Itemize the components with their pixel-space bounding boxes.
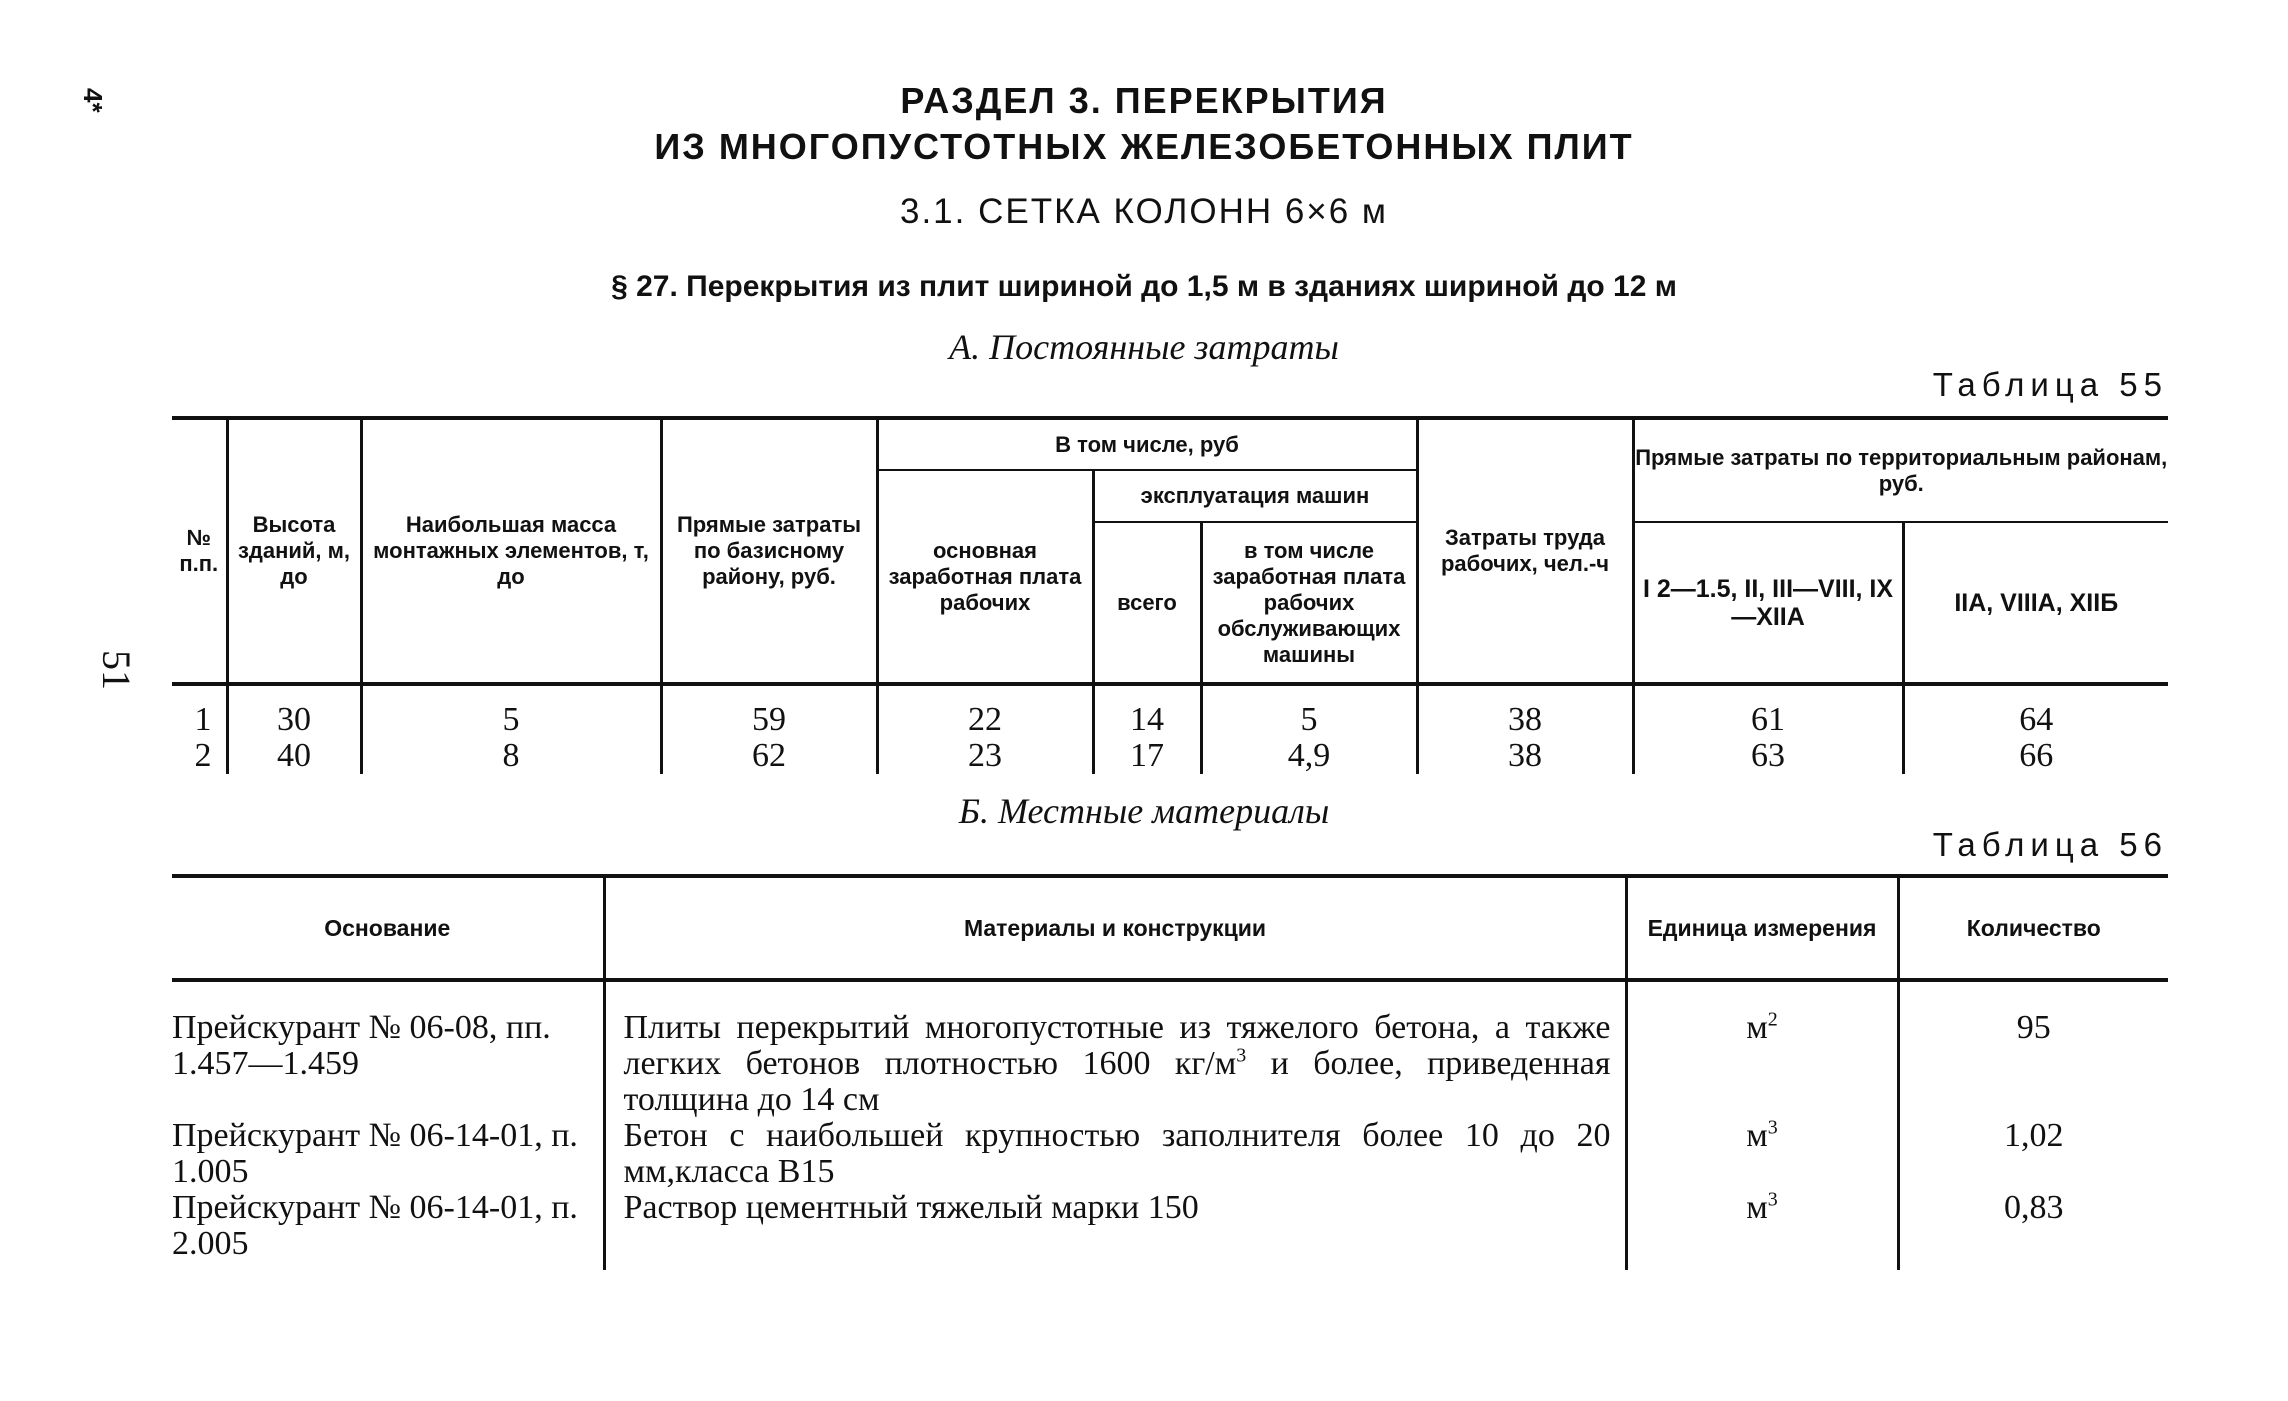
table-row	[172, 1190, 2168, 1270]
cell-material: Бетон с наибольшей крупностью заполнителя более 10 до 20 мм,класса В15	[604, 1118, 1626, 1190]
section-title-line1: РАЗДЕЛ 3. ПЕРЕКРЫТИЯ	[900, 80, 1388, 121]
cell-machine-salary: 4,9	[1201, 738, 1417, 774]
header-region1: I 2—1.5, II, III—VIII, IX—XIIA	[1633, 522, 1903, 684]
table56-label: Таблица 56	[1932, 826, 2168, 863]
header-machines: эксплуатация машин	[1093, 470, 1417, 522]
cell-salary: 23	[877, 738, 1093, 774]
cell-labor: 38	[1417, 684, 1633, 738]
header-machine-salary: в том числе заработная плата рабочих обслуживающих машины	[1201, 522, 1417, 684]
cell-basis: Прейскурант № 06-14-01, п. 1.005	[172, 1117, 578, 1190]
cell-basis: Прейскурант № 06-14-01, п. 2.005	[172, 1189, 578, 1262]
header-quantity: Количество	[1898, 876, 2168, 980]
header-region2: IIA, VIIIA, XIIБ	[1903, 522, 2168, 684]
header-total: всего	[1093, 522, 1201, 684]
cell-machine-salary: 5	[1201, 684, 1417, 738]
part-b-title: Б. Местные материалы	[958, 791, 1330, 831]
cell-region2: 66	[1903, 738, 2168, 774]
header-num: № п.п.	[172, 418, 227, 684]
section-title-line2: ИЗ МНОГОПУСТОТНЫХ ЖЕЛЕЗОБЕТОННЫХ ПЛИТ	[654, 126, 1634, 167]
cell-material: Плиты перекрытий многопустотные из тяжелого бетона, а также легких бетонов плотностью 1600 $кг/м^3$ и более, приведенная толщина до 14 см	[604, 980, 1626, 1118]
header-height: Высота зданий, м, до	[227, 418, 361, 684]
table-55	[172, 416, 2168, 774]
cell-unit: $м^2$	[1626, 980, 1898, 1118]
cell-height: 40	[227, 738, 361, 774]
header-including: В том числе, руб	[877, 418, 1417, 470]
table-row	[172, 980, 2168, 1118]
cell-mass: 8	[361, 738, 661, 774]
cell-direct: 62	[661, 738, 877, 774]
cell-quantity: 95	[1898, 980, 2168, 1118]
part-a-title: А. Постоянные затраты	[949, 327, 1339, 367]
table-row	[172, 684, 2168, 738]
cell-quantity: 1,02	[1898, 1118, 2168, 1190]
table-row	[172, 1118, 2168, 1190]
header-mass: Наибольшая масса монтажных элементов, т, до	[361, 418, 661, 684]
cell-region1: 63	[1633, 738, 1903, 774]
paragraph-title: § 27. Перекрытия из плит шириной до 1,5 м в зданиях шириной до 12 м	[611, 270, 1677, 303]
header-labor: Затраты труда рабочих, чел.-ч	[1417, 418, 1633, 684]
header-regional: Прямые затраты по территориальным районам, руб.	[1633, 418, 2168, 522]
table-56	[172, 874, 2168, 1270]
cell-region2: 64	[1903, 684, 2168, 738]
cell-material: Раствор цементный тяжелый марки 150	[604, 1190, 1626, 1270]
header-direct-costs: Прямые затраты по базисному району, руб.	[661, 418, 877, 684]
cell-salary: 22	[877, 684, 1093, 738]
header-basis: Основание	[172, 876, 604, 980]
header-unit: Единица измерения	[1626, 876, 1898, 980]
header-salary: основная заработная плата рабочих	[877, 470, 1093, 684]
table-row	[172, 738, 2168, 774]
table55-label: Таблица 55	[1932, 366, 2168, 403]
cell-mass: 5	[361, 684, 661, 738]
cell-region1: 61	[1633, 684, 1903, 738]
margin-mark: 4*	[78, 88, 108, 113]
cell-total: 14	[1093, 684, 1201, 738]
cell-total: 17	[1093, 738, 1201, 774]
subsection-title: 3.1. СЕТКА КОЛОНН 6×6 м	[899, 192, 1388, 231]
page-number: 51	[94, 650, 139, 690]
cell-basis: Прейскурант № 06-08, пп. 1.457—1.459	[172, 1009, 551, 1082]
cell-height: 30	[227, 684, 361, 738]
cell-unit: $м^3$	[1626, 1190, 1898, 1270]
header-materials: Материалы и конструкции	[604, 876, 1626, 980]
cell-direct: 59	[661, 684, 877, 738]
cell-labor: 38	[1417, 738, 1633, 774]
cell-quantity: 0,83	[1898, 1190, 2168, 1270]
cell-num: 1	[194, 701, 212, 738]
cell-unit: $м^3$	[1626, 1118, 1898, 1190]
cell-num: 2	[194, 737, 212, 774]
